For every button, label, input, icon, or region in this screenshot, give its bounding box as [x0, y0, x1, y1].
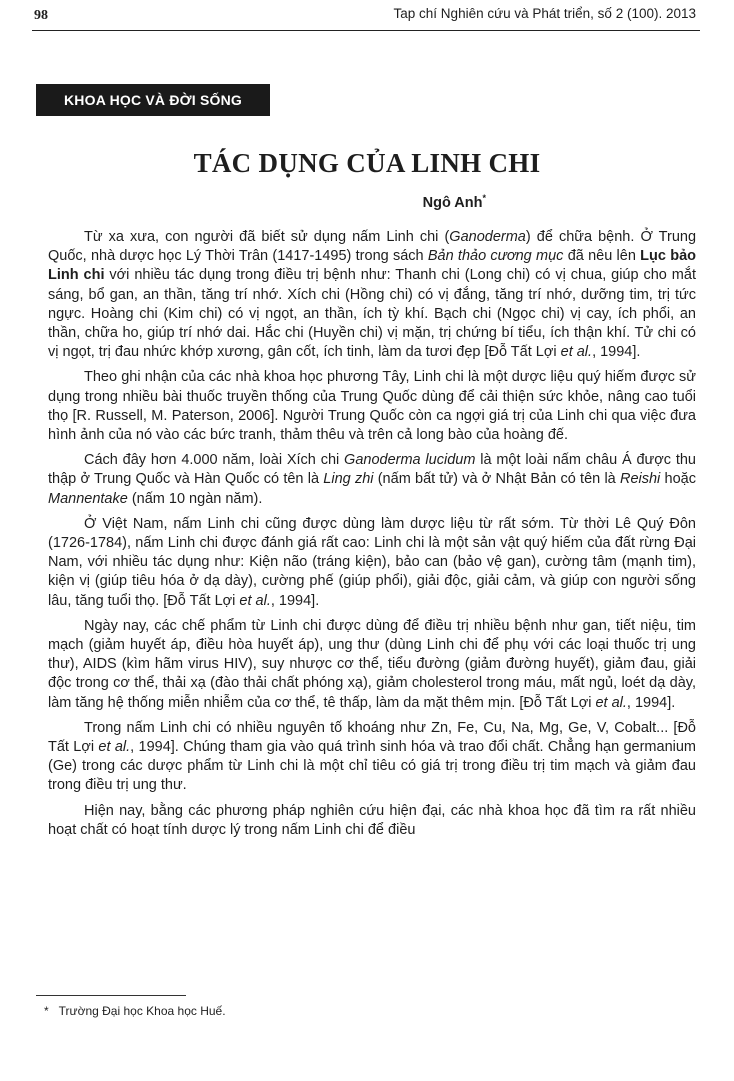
paragraph: [48, 802, 696, 840]
text-run: đã nêu lên: [563, 248, 641, 265]
footnote: [44, 1004, 226, 1018]
text-run: Hiện nay, bằng các phương pháp nghiên cứu hiện đại, các nhà khoa học đã tìm ra rất nhiều hoạt chất có hoạt tính dược lý trong nấm Linh chi để điều: [48, 802, 696, 838]
bold-term: Lục bảo Linh chi: [48, 248, 696, 284]
text-run: Cách đây hơn 4.000 năm, loài Xích chi: [84, 452, 345, 469]
paragraph: [48, 515, 696, 611]
paragraph: [48, 617, 696, 713]
author-name: Ngô Anh: [422, 194, 483, 211]
text-run: với nhiều tác dụng trong điều trị bệnh như: Thanh chi (Long chi) có vị chua, giúp cho mắt sáng, bổ gan, an thần, tăng trí nhớ. Xích chi (Hồng chi) có vị đắng, tăng trí nhớ, dưỡng tim, trị tức ngực. Hoàng chi (Kim chi) có vị ngọt, an thần, ích tỳ khí. Bạch chi (Ngọc chi) vị cay, ích phổi, an thần, chữa ho, giúp trí nhớ dai. Hắc chi (Huyền chi) vị mặn, trị chứng bí tiểu, ích thận khí. Tử chi có vị ngọt, trị đau nhức khớp xương, gân cốt, ích tinh, làm da tươi đẹp [Đỗ Tất Lợi: [48, 267, 696, 361]
footnote-text: Trường Đại học Khoa học Huế.: [58, 1004, 226, 1018]
footnote-rule: [36, 995, 186, 996]
page-number: 98: [34, 8, 48, 23]
italic-term: Ganoderma lucidum: [344, 452, 476, 469]
text-run: (nấm 10 ngàn năm).: [127, 490, 263, 507]
paragraph: [48, 368, 696, 445]
italic-term: Mannentake: [48, 490, 128, 507]
italic-term: et al.: [560, 344, 593, 361]
author-footnote-mark: *: [482, 193, 486, 203]
text-run: , 1994]. Chúng tham gia vào quá trình sinh hóa và trao đổi chất. Chẳng hạn germanium (Ge) trong các dược phẩm từ Linh chi là một chỉ tiêu có giá trị trong điều trị tim mạch và giảm đau trong điều trị ung thư.: [48, 739, 696, 794]
text-run: , 1994].: [270, 592, 320, 609]
header-rule: [32, 30, 700, 31]
text-run: Từ xa xưa, con người đã biết sử dụng nấm Linh chi (: [84, 229, 450, 245]
journal-running-head: Tap chí Nghiên cứu và Phát triển, số 2 (100). 2013: [393, 6, 696, 21]
text-run: ) để chữa bệnh. Ở Trung Quốc, nhà dược học Lý Thời Trân (1417-1495) trong sách: [48, 229, 697, 265]
text-run: , 1994].: [626, 694, 676, 711]
article-title: TÁC DỤNG CỦA LINH CHI: [193, 148, 541, 178]
footnote-mark: *: [44, 1004, 49, 1018]
text-run: (nấm bất tử) và ở Nhật Bản có tên là: [373, 471, 620, 488]
paragraph: [48, 719, 696, 796]
text-run: Theo ghi nhận của các nhà khoa học phương Tây, Linh chi là một dược liệu quý hiếm được sử dụng trong nhiều bài thuốc truyền thống của Trung Quốc dùng để cải thiện sức khỏe, nâng cao tuổi thọ [R. Russell, M. Paterson, 2006]. Người Trung Quốc còn ca ngợi giá trị của Linh chi qua việc đưa hình ảnh của nó vào các bức tranh, thảm thêu và trên cả long bào của hoàng đế.: [48, 369, 696, 444]
text-run: Trong nấm Linh chi có nhiều nguyên tố khoáng như Zn, Fe, Cu, Na, Mg, Ge, V, Cobalt... [Đỗ Tất Lợi: [48, 719, 696, 756]
text-run: Ở Việt Nam, nấm Linh chi cũng được dùng làm dược liệu từ rất sớm. Từ thời Lê Quý Đôn (1726-1784), nấm Linh chi được đánh giá rất cao: Linh chi là một sản vật quý hiếm của đất rừng Đại Nam, với nhiều tác dụng như: Kiện não (tráng kiện), bảo can (bảo vệ gan), cường tâm (mạnh tim), kiện vị (giúp tiêu hóa ở dạ dày), cường phế (giúp phổi), giải độc, giải cảm, và giúp con người sống lâu, tăng tuổi thọ. [Đỗ Tất Lợi: [48, 515, 696, 609]
text-run: hoặc: [660, 471, 696, 488]
section-badge: KHOA HỌC VÀ ĐỜI SỐNG: [36, 84, 270, 116]
italic-term: Ling zhi: [323, 471, 374, 488]
italic-term: Ganoderma: [449, 229, 526, 245]
italic-term: et al.: [98, 739, 131, 756]
italic-term: Reishi: [619, 471, 661, 488]
paragraph: [48, 228, 696, 362]
article-body: [48, 228, 696, 846]
italic-term: et al.: [239, 592, 271, 609]
paragraph: [48, 451, 696, 509]
italic-term: et al.: [595, 694, 627, 711]
text-run: Ngày nay, các chế phẩm từ Linh chi được dùng để điều trị nhiều bệnh như gan, tiết niệu, tim mạch (giảm huyết áp, điều hòa huyết áp), ung thư (dùng Linh chi để phụ với các loại thuốc trị ung thư), AIDS (kìm hãm virus HIV), suy nhược cơ thể, tiểu đường (giảm đường huyết), giảm đau, giải độc trong cơ thể, thải xạ (đào thải chất phóng xạ), giảm cholesterol trong máu, mất ngủ, loét dạ dày, làm tăng hệ thống miễn nhiễm của cơ thể, tê thấp, làm da mặt thêm mịn. [Đỗ Tất Lợi: [48, 617, 696, 711]
text-run: , 1994].: [592, 344, 641, 361]
italic-term: Bản thảo cương mục: [427, 248, 564, 265]
author-line: [423, 193, 486, 211]
text-run: là một loài nấm châu Á được thu thập ở Trung Quốc và Hàn Quốc có tên là: [48, 452, 696, 488]
